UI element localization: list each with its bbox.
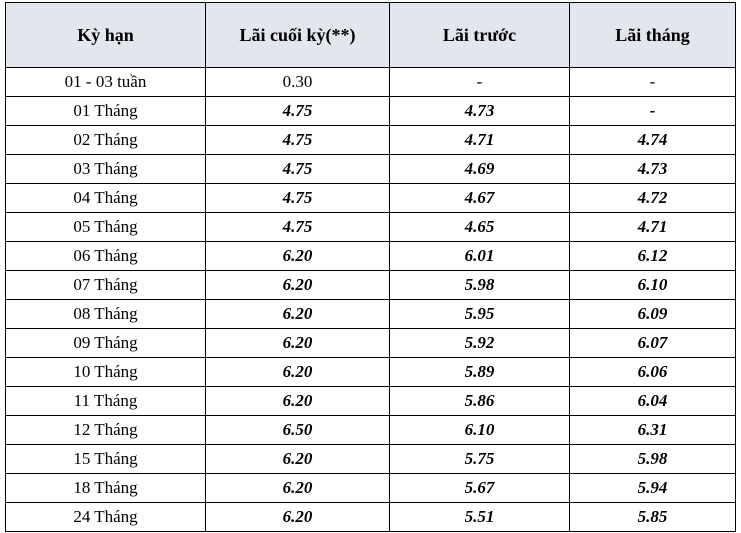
cell-end-of-term-rate: 6.20 [206, 242, 390, 271]
table-row [6, 329, 736, 358]
cell-term: 01 - 03 tuần [6, 68, 206, 97]
cell-end-of-term-rate: 6.20 [206, 445, 390, 474]
cell-monthly-rate: 6.10 [570, 271, 736, 300]
cell-upfront-rate: 5.92 [390, 329, 570, 358]
cell-monthly-rate: 5.94 [570, 474, 736, 503]
cell-upfront-rate: 4.71 [390, 126, 570, 155]
cell-end-of-term-rate: 4.75 [206, 126, 390, 155]
cell-upfront-rate: - [390, 68, 570, 97]
cell-term: 05 Tháng [6, 213, 206, 242]
cell-term: 18 Tháng [6, 474, 206, 503]
cell-monthly-rate: 6.09 [570, 300, 736, 329]
table-header [6, 3, 736, 68]
cell-monthly-rate: 6.04 [570, 387, 736, 416]
cell-monthly-rate: 5.98 [570, 445, 736, 474]
cell-end-of-term-rate: 6.20 [206, 271, 390, 300]
cell-monthly-rate: 4.71 [570, 213, 736, 242]
cell-term: 02 Tháng [6, 126, 206, 155]
table-row [6, 387, 736, 416]
cell-upfront-rate: 4.69 [390, 155, 570, 184]
cell-end-of-term-rate: 0.30 [206, 68, 390, 97]
cell-term: 15 Tháng [6, 445, 206, 474]
interest-rate-table [5, 2, 736, 532]
table-row [6, 445, 736, 474]
table-row [6, 184, 736, 213]
table-row [6, 68, 736, 97]
cell-end-of-term-rate: 6.20 [206, 474, 390, 503]
table-row [6, 503, 736, 532]
header-term: Kỳ hạn [6, 3, 206, 68]
table-body [6, 68, 736, 532]
cell-monthly-rate: 5.85 [570, 503, 736, 532]
cell-end-of-term-rate: 4.75 [206, 97, 390, 126]
cell-upfront-rate: 5.67 [390, 474, 570, 503]
cell-term: 10 Tháng [6, 358, 206, 387]
cell-upfront-rate: 4.65 [390, 213, 570, 242]
cell-monthly-rate: 4.74 [570, 126, 736, 155]
cell-monthly-rate: 6.31 [570, 416, 736, 445]
cell-upfront-rate: 5.86 [390, 387, 570, 416]
table-row [6, 358, 736, 387]
cell-term: 24 Tháng [6, 503, 206, 532]
cell-end-of-term-rate: 6.20 [206, 358, 390, 387]
header-end-of-term-rate: Lãi cuối kỳ(**) [206, 3, 390, 68]
cell-end-of-term-rate: 6.20 [206, 329, 390, 358]
cell-term: 06 Tháng [6, 242, 206, 271]
header-upfront-rate: Lãi trước [390, 3, 570, 68]
table-row [6, 416, 736, 445]
cell-end-of-term-rate: 6.20 [206, 300, 390, 329]
cell-term: 11 Tháng [6, 387, 206, 416]
cell-upfront-rate: 4.73 [390, 97, 570, 126]
cell-end-of-term-rate: 4.75 [206, 213, 390, 242]
cell-upfront-rate: 6.10 [390, 416, 570, 445]
cell-term: 08 Tháng [6, 300, 206, 329]
cell-monthly-rate: 6.06 [570, 358, 736, 387]
cell-upfront-rate: 5.95 [390, 300, 570, 329]
cell-upfront-rate: 5.98 [390, 271, 570, 300]
cell-monthly-rate: - [570, 68, 736, 97]
header-monthly-rate: Lãi tháng [570, 3, 736, 68]
table-row [6, 126, 736, 155]
cell-term: 09 Tháng [6, 329, 206, 358]
cell-monthly-rate: 6.12 [570, 242, 736, 271]
cell-upfront-rate: 6.01 [390, 242, 570, 271]
cell-upfront-rate: 5.75 [390, 445, 570, 474]
table-row [6, 155, 736, 184]
cell-monthly-rate: 4.72 [570, 184, 736, 213]
cell-upfront-rate: 5.89 [390, 358, 570, 387]
cell-end-of-term-rate: 6.20 [206, 387, 390, 416]
cell-upfront-rate: 4.67 [390, 184, 570, 213]
table-row [6, 474, 736, 503]
table-row [6, 300, 736, 329]
table-row [6, 271, 736, 300]
table-row [6, 97, 736, 126]
cell-monthly-rate: 6.07 [570, 329, 736, 358]
table-row [6, 242, 736, 271]
cell-end-of-term-rate: 4.75 [206, 155, 390, 184]
cell-end-of-term-rate: 6.20 [206, 503, 390, 532]
table-row [6, 213, 736, 242]
cell-term: 04 Tháng [6, 184, 206, 213]
cell-upfront-rate: 5.51 [390, 503, 570, 532]
cell-term: 03 Tháng [6, 155, 206, 184]
header-row [6, 3, 736, 68]
cell-monthly-rate: 4.73 [570, 155, 736, 184]
cell-term: 01 Tháng [6, 97, 206, 126]
cell-end-of-term-rate: 6.50 [206, 416, 390, 445]
cell-monthly-rate: - [570, 97, 736, 126]
cell-end-of-term-rate: 4.75 [206, 184, 390, 213]
cell-term: 07 Tháng [6, 271, 206, 300]
cell-term: 12 Tháng [6, 416, 206, 445]
